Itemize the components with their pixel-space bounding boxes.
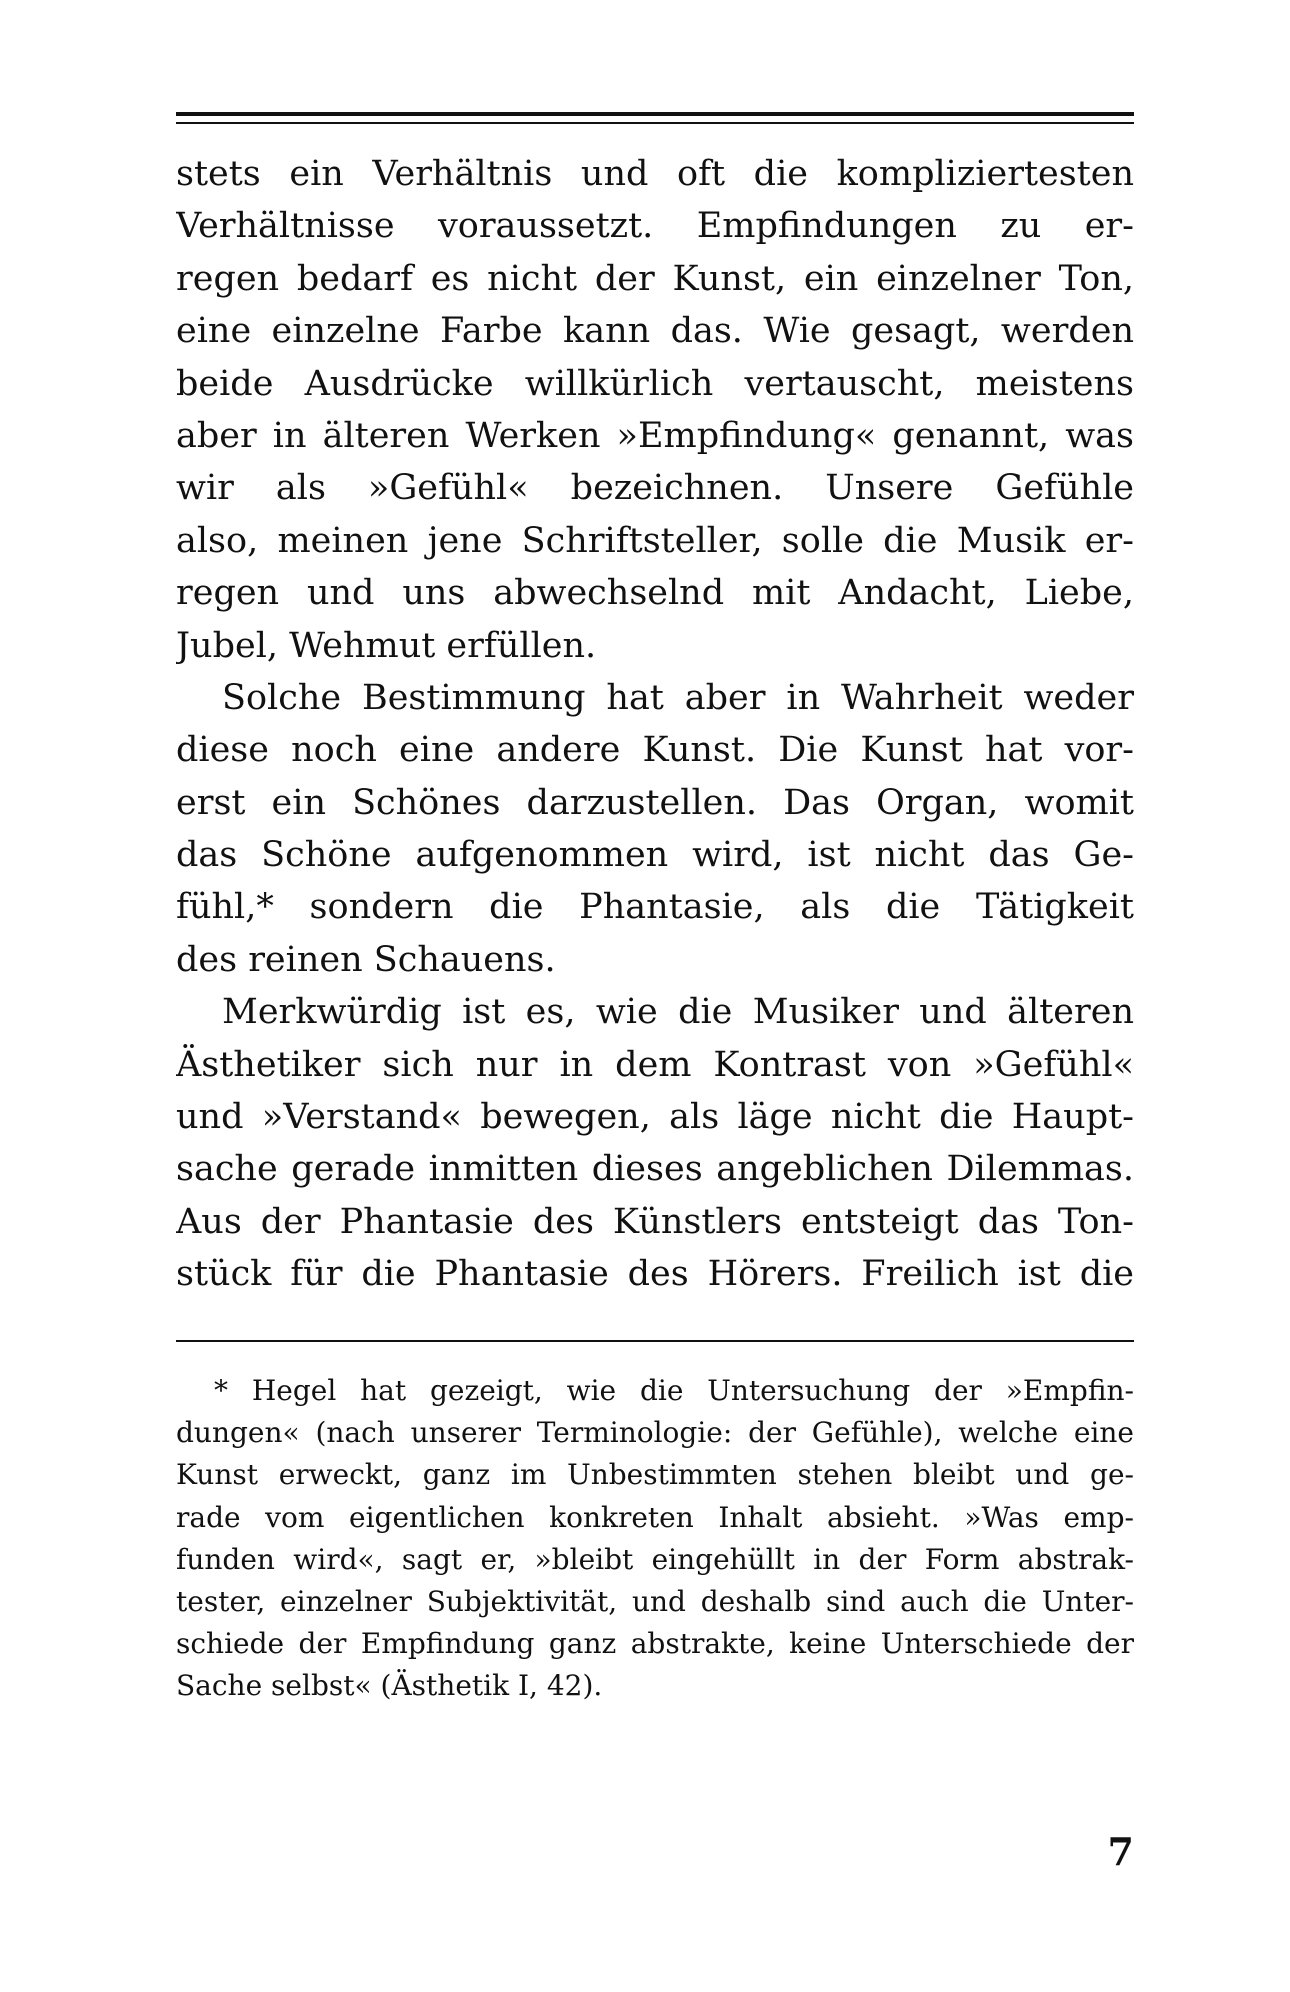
text-line: regen und uns abwechselnd mit Andacht, Liebe, <box>176 573 1134 614</box>
text-line: fühl,* sondern die Phantasie, als die Tätigkeit <box>176 887 1134 928</box>
footnote-line: * Hegel hat gezeigt, wie die Untersuchung der »Empfin- <box>214 1374 1134 1407</box>
text-line: stets ein Verhältnis und oft die kompliziertesten <box>176 154 1134 194</box>
text-line: aber in älteren Werken »Empfindung« genannt, was <box>176 415 1134 456</box>
text-line: Verhältnisse voraussetzt. Empfindungen zu er- <box>176 206 1134 247</box>
text-line: sache gerade inmitten dieses angeblichen Dilemmas. <box>176 1149 1134 1190</box>
page-number: 7 <box>1107 1829 1134 1874</box>
header-double-rule <box>176 112 1134 124</box>
footnote-line: tester, einzelner Subjektivität, und deshalb sind auch die Unter- <box>176 1584 1134 1618</box>
main-text-block <box>176 148 1134 1301</box>
footnote-block <box>176 1370 1134 1708</box>
text-line: das Schöne aufgenommen wird, ist nicht das Ge- <box>176 835 1134 876</box>
text-line: stück für die Phantasie des Hörers. Freilich ist die <box>176 1254 1134 1295</box>
text-line: erst ein Schönes darzustellen. Das Organ, womit <box>176 782 1134 823</box>
text-line: Solche Bestimmung hat aber in Wahrheit weder <box>222 677 1134 718</box>
footnote-line: Sache selbst« (Ästhetik I, 42). <box>176 1669 603 1703</box>
text-line: beide Ausdrücke willkürlich vertauscht, meistens <box>176 363 1134 404</box>
text-line: und »Verstand« bewegen, als läge nicht die Haupt- <box>176 1097 1134 1138</box>
text-line: Aus der Phantasie des Künstlers entsteigt das Ton- <box>176 1201 1134 1242</box>
footnote-line: Kunst erweckt, ganz im Unbestimmten stehen bleibt und ge- <box>176 1458 1134 1492</box>
text-line: also, meinen jene Schriftsteller, solle die Musik er- <box>176 520 1134 561</box>
footnote-line: dungen« (nach unserer Terminologie: der Gefühle), welche eine <box>176 1416 1134 1450</box>
text-line: des reinen Schauens. <box>176 939 556 980</box>
text-line: Merkwürdig ist es, wie die Musiker und älteren <box>222 992 1134 1033</box>
footnote-separator <box>176 1340 1134 1342</box>
text-line: regen bedarf es nicht der Kunst, ein einzelner Ton, <box>176 258 1134 299</box>
text-line: Ästhetiker sich nur in dem Kontrast von »Gefühl« <box>176 1044 1134 1085</box>
footnote-line: funden wird«, sagt er, »bleibt eingehüllt in der Form abstrak- <box>176 1542 1134 1576</box>
text-line: wir als »Gefühl« bezeichnen. Unsere Gefühle <box>176 468 1134 509</box>
text-line: eine einzelne Farbe kann das. Wie gesagt, werden <box>176 311 1134 352</box>
footnote-line: schiede der Empfindung ganz abstrakte, keine Unterschiede der <box>176 1627 1134 1661</box>
text-line: Jubel, Wehmut erfüllen. <box>176 625 597 666</box>
text-line: diese noch eine andere Kunst. Die Kunst hat vor- <box>176 730 1134 771</box>
footnote-line: rade vom eigentlichen konkreten Inhalt absieht. »Was emp- <box>176 1500 1134 1534</box>
